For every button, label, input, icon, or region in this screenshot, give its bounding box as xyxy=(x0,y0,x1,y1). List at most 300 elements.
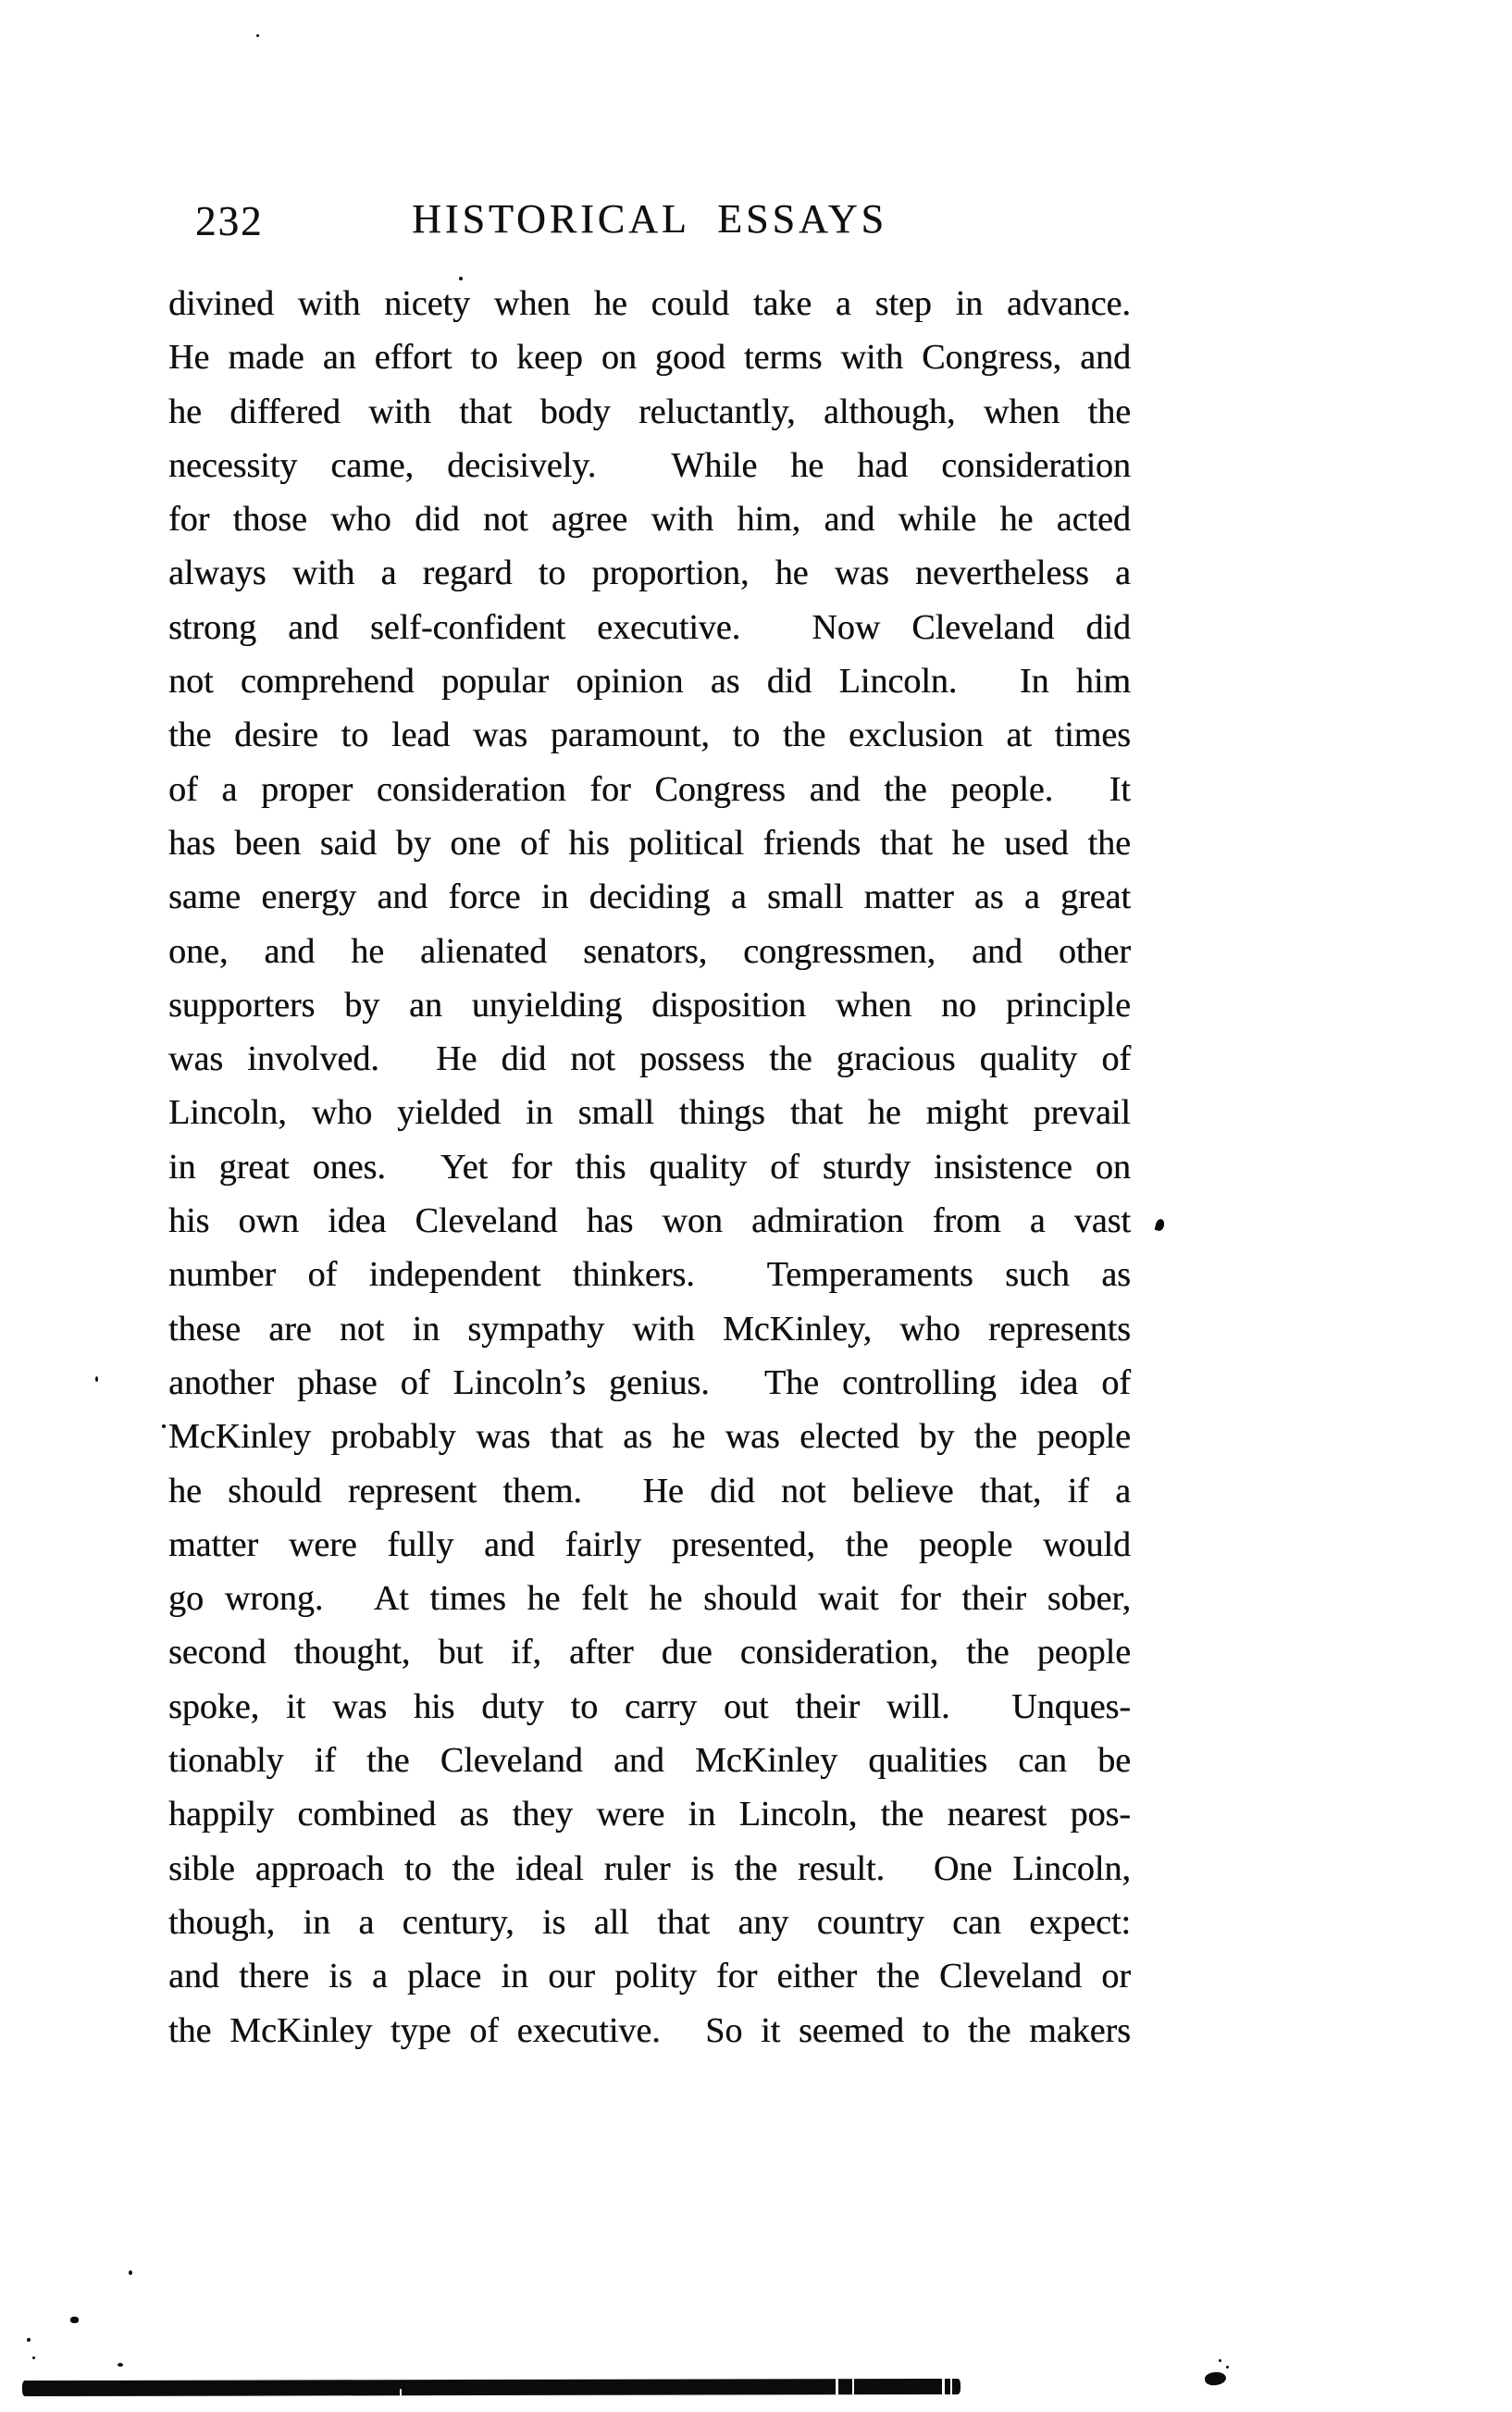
word: were xyxy=(288,1524,357,1564)
word: McKinley xyxy=(168,1417,312,1457)
word: deciding xyxy=(589,877,711,917)
word: the xyxy=(734,1848,778,1888)
word: can xyxy=(1018,1741,1067,1781)
word: small xyxy=(766,877,844,917)
word: nicety xyxy=(384,284,470,323)
text-line xyxy=(168,1416,1131,1470)
word: consideration xyxy=(941,445,1131,485)
word: Lincoln’s xyxy=(452,1362,586,1402)
word: wrong. xyxy=(224,1579,324,1619)
word: in xyxy=(168,1147,196,1187)
word: but xyxy=(438,1633,483,1672)
scan-bar-gap xyxy=(852,2379,854,2394)
word: and xyxy=(824,500,875,540)
word: did xyxy=(710,1471,755,1511)
word: step xyxy=(874,284,932,323)
word: yielded xyxy=(397,1093,502,1133)
word: ruler xyxy=(603,1848,671,1888)
text-line xyxy=(168,1794,1131,1847)
word: alienated xyxy=(420,931,548,971)
text-line xyxy=(168,715,1131,768)
word: was xyxy=(725,1417,780,1457)
word: energy xyxy=(261,877,357,917)
word: a xyxy=(221,769,238,809)
word: by xyxy=(344,985,380,1025)
text-line xyxy=(168,769,1131,823)
word: Now xyxy=(812,607,881,647)
word: go xyxy=(168,1579,204,1619)
word: him xyxy=(1075,662,1131,702)
word: though, xyxy=(168,1902,276,1942)
word: that xyxy=(879,823,933,863)
ink-speck xyxy=(459,277,463,280)
word: has xyxy=(586,1201,634,1241)
word: has xyxy=(168,823,216,863)
word: consideration xyxy=(376,769,566,809)
ink-speck xyxy=(1226,2366,1229,2368)
word: he xyxy=(527,1579,561,1619)
word: divined xyxy=(168,284,274,323)
ink-speck xyxy=(32,2356,35,2359)
word: agree xyxy=(551,500,628,540)
word: are xyxy=(268,1309,312,1349)
running-header-title: HISTORICAL ESSAYS xyxy=(412,196,887,242)
word: things xyxy=(678,1093,765,1133)
word: from xyxy=(932,1201,1001,1241)
word: He xyxy=(436,1039,477,1079)
word: of xyxy=(400,1362,430,1402)
word: force xyxy=(448,877,521,917)
word: in xyxy=(501,1957,528,1996)
word: one xyxy=(450,823,502,863)
ink-speck xyxy=(118,2363,123,2367)
word: of xyxy=(307,1255,338,1295)
word: with xyxy=(840,338,904,378)
word: or xyxy=(1101,1957,1131,1996)
word: own xyxy=(238,1201,299,1241)
word: Cleveland xyxy=(911,607,1055,647)
word: the xyxy=(452,1848,495,1888)
ink-speck xyxy=(129,2270,132,2275)
text-line xyxy=(168,1092,1131,1146)
word: him, xyxy=(737,500,801,540)
word: makers xyxy=(1029,2010,1131,2050)
word: body xyxy=(539,392,611,431)
word: country xyxy=(816,1902,924,1942)
word: on xyxy=(1095,1147,1131,1187)
word: keep xyxy=(516,338,583,378)
word: for xyxy=(168,500,210,540)
word: as xyxy=(1101,1255,1131,1295)
word: in xyxy=(526,1093,553,1133)
word: insistence xyxy=(933,1147,1072,1187)
word: So xyxy=(705,2010,743,2050)
word: political xyxy=(628,823,744,863)
word: advance. xyxy=(1006,284,1131,323)
word: fairly xyxy=(564,1524,641,1564)
text-line xyxy=(168,1362,1131,1416)
word: lead xyxy=(390,715,451,755)
text-line xyxy=(168,1200,1131,1254)
word: that xyxy=(789,1093,843,1133)
word: the xyxy=(845,1524,889,1564)
word: a xyxy=(371,1957,388,1996)
word: not xyxy=(339,1309,385,1349)
ink-speck xyxy=(162,1424,166,1428)
word: take xyxy=(752,284,812,323)
word: felt xyxy=(581,1579,628,1619)
word: any xyxy=(737,1902,789,1942)
word: that, xyxy=(979,1471,1042,1511)
word: if, xyxy=(511,1633,541,1672)
word: did xyxy=(501,1039,547,1079)
word: a xyxy=(835,284,851,323)
word: for xyxy=(589,769,631,809)
word: principle xyxy=(1005,985,1131,1025)
word: regard xyxy=(422,553,513,593)
scan-bottom-bar xyxy=(22,2379,960,2396)
word: made xyxy=(228,338,304,378)
word: to xyxy=(403,1848,432,1888)
word: he xyxy=(790,445,824,485)
text-line xyxy=(168,1848,1131,1902)
word: comprehend xyxy=(240,662,415,702)
word: is xyxy=(328,1957,353,1996)
word: he xyxy=(951,823,985,863)
word: to xyxy=(341,715,369,755)
word: strong xyxy=(168,607,256,647)
word: number xyxy=(168,1255,277,1295)
text-line xyxy=(168,1524,1131,1578)
word: be xyxy=(1097,1741,1131,1781)
word: could xyxy=(651,284,730,323)
word: times xyxy=(1054,715,1131,755)
word: idea xyxy=(1019,1362,1079,1402)
word: used xyxy=(1004,823,1069,863)
text-line xyxy=(168,1038,1131,1092)
word: Yet xyxy=(440,1147,489,1187)
ink-speck xyxy=(70,2317,79,2323)
word: for xyxy=(899,1579,941,1619)
word: times xyxy=(429,1579,506,1619)
word: with xyxy=(632,1309,695,1349)
word: to xyxy=(570,1686,599,1726)
word: spoke, xyxy=(168,1686,260,1726)
word: good xyxy=(654,338,725,378)
word: as xyxy=(710,662,740,702)
word: the xyxy=(966,1633,1010,1672)
word: reluctantly, xyxy=(638,392,796,431)
word: Cleveland xyxy=(415,1201,558,1241)
scan-bar-gap xyxy=(400,2389,402,2395)
word: great xyxy=(1060,877,1131,917)
word: of xyxy=(469,2010,499,2050)
word: and xyxy=(972,931,1022,971)
word: he xyxy=(168,392,202,431)
word: differed xyxy=(229,392,341,431)
text-line xyxy=(168,985,1131,1038)
word: second xyxy=(168,1633,266,1672)
word: by xyxy=(395,823,431,863)
text-line xyxy=(168,553,1131,606)
ink-speck xyxy=(256,34,259,37)
text-line xyxy=(168,337,1131,391)
word: by xyxy=(919,1417,955,1457)
word: was xyxy=(834,553,889,593)
word: after xyxy=(569,1633,634,1672)
word: sturdy xyxy=(822,1147,911,1187)
word: a xyxy=(1023,877,1040,917)
word: people xyxy=(918,1524,1013,1564)
text-line xyxy=(168,1578,1131,1632)
word: same xyxy=(168,877,242,917)
word: these xyxy=(168,1309,242,1349)
word: the xyxy=(880,1795,924,1834)
word: proportion, xyxy=(591,553,750,593)
word: The xyxy=(763,1362,819,1402)
text-line xyxy=(168,1686,1131,1740)
word: with xyxy=(297,284,361,323)
word: represents xyxy=(987,1309,1131,1349)
word: terms xyxy=(743,338,823,378)
word: genius. xyxy=(609,1362,710,1402)
word: century, xyxy=(402,1902,514,1942)
word: desire xyxy=(234,715,318,755)
word: Unques- xyxy=(1011,1686,1131,1726)
word: One xyxy=(933,1848,993,1888)
word: controlling xyxy=(842,1362,997,1402)
word: he xyxy=(351,931,385,971)
word: would xyxy=(1042,1524,1131,1564)
word: proper xyxy=(261,769,353,809)
word: one, xyxy=(168,931,229,971)
word: their xyxy=(961,1579,1026,1619)
word: expect: xyxy=(1029,1902,1131,1942)
word: did xyxy=(1085,607,1131,647)
word: this xyxy=(575,1147,626,1187)
word: result. xyxy=(798,1848,885,1888)
word: in xyxy=(955,284,984,323)
word: ones. xyxy=(312,1147,386,1187)
word: won xyxy=(662,1201,723,1241)
ink-speck xyxy=(27,2338,31,2342)
word: of xyxy=(770,1147,799,1187)
word: great xyxy=(218,1147,290,1187)
word: not xyxy=(482,500,528,540)
word: to xyxy=(922,2010,950,2050)
word: and xyxy=(264,931,316,971)
text-line xyxy=(168,2010,1131,2064)
word: when xyxy=(835,985,912,1025)
word: another xyxy=(168,1362,274,1402)
text-line xyxy=(168,1902,1131,1956)
word: Lincoln, xyxy=(168,1093,287,1133)
text-line xyxy=(168,1309,1131,1362)
word: said xyxy=(319,823,378,863)
word: been xyxy=(234,823,302,863)
word: In xyxy=(1019,662,1049,702)
word: for xyxy=(511,1147,552,1187)
word: he xyxy=(593,284,627,323)
word: he xyxy=(168,1471,202,1511)
word: presented, xyxy=(671,1524,815,1564)
text-line xyxy=(168,607,1131,661)
page-number: 232 xyxy=(195,198,264,244)
word: pos- xyxy=(1070,1795,1131,1834)
word: not xyxy=(780,1471,826,1511)
word: He xyxy=(642,1471,684,1511)
word: came, xyxy=(330,445,415,485)
word: the xyxy=(1087,823,1131,863)
word: popular xyxy=(440,662,550,702)
word: that xyxy=(550,1417,603,1457)
word: of xyxy=(168,769,198,809)
word: tionably xyxy=(168,1741,284,1781)
word: exclusion xyxy=(849,715,984,755)
word: matter xyxy=(168,1524,259,1564)
word: of xyxy=(520,823,550,863)
word: McKinley xyxy=(229,2010,373,2050)
text-block xyxy=(168,283,1131,2064)
word: in xyxy=(540,877,569,917)
word: duty xyxy=(481,1686,544,1726)
word: While xyxy=(671,445,758,485)
scan-bar-gap xyxy=(836,2379,838,2394)
word: matter xyxy=(863,877,954,917)
word: who xyxy=(899,1309,960,1349)
word: his xyxy=(568,823,610,863)
text-line xyxy=(168,931,1131,985)
word: approach xyxy=(254,1848,384,1888)
word: wait xyxy=(818,1579,879,1619)
word: and xyxy=(484,1524,535,1564)
word: paramount, xyxy=(550,715,710,755)
ink-speck xyxy=(95,1376,98,1382)
word: probably xyxy=(330,1417,456,1457)
word: Temperaments xyxy=(766,1255,973,1295)
word: he xyxy=(672,1417,706,1457)
word: He xyxy=(168,338,210,378)
word: either xyxy=(776,1957,858,1996)
word: on xyxy=(601,338,637,378)
word: them. xyxy=(502,1471,582,1511)
word: was xyxy=(332,1686,388,1726)
word: acted xyxy=(1056,500,1131,540)
word: all xyxy=(593,1902,629,1942)
word: people. xyxy=(950,769,1054,809)
word: he xyxy=(775,553,809,593)
word: should xyxy=(228,1471,322,1511)
word: and xyxy=(168,1957,219,1996)
word: their xyxy=(795,1686,860,1726)
word: nearest xyxy=(947,1795,1047,1834)
word: prevail xyxy=(1033,1093,1131,1133)
text-line xyxy=(168,823,1131,877)
word: if xyxy=(314,1741,336,1781)
word: nevertheless xyxy=(915,553,1089,593)
text-line xyxy=(168,1740,1131,1794)
word: and xyxy=(288,607,339,647)
word: sober, xyxy=(1047,1579,1131,1619)
word: Congress xyxy=(654,769,786,809)
text-line xyxy=(168,1956,1131,2009)
word: at xyxy=(1006,715,1032,755)
word: a xyxy=(730,877,747,917)
word: executive. xyxy=(597,607,741,647)
word: to xyxy=(732,715,761,755)
word: the xyxy=(973,1417,1018,1457)
word: decisively. xyxy=(447,445,597,485)
word: when xyxy=(493,284,571,323)
word: while xyxy=(898,500,977,540)
word: his xyxy=(168,1201,210,1241)
word: not xyxy=(168,662,214,702)
word: he xyxy=(867,1093,901,1133)
word: Congress, xyxy=(922,338,1062,378)
word: is xyxy=(690,1848,714,1888)
word: congressmen, xyxy=(743,931,936,971)
word: people xyxy=(1036,1417,1131,1457)
word: Cleveland xyxy=(938,1957,1083,1996)
word: in xyxy=(412,1309,440,1349)
word: McKinley xyxy=(695,1741,838,1781)
word: our xyxy=(548,1957,595,1996)
word: vast xyxy=(1073,1201,1131,1241)
word: out xyxy=(723,1686,769,1726)
word: carry xyxy=(625,1686,698,1726)
word: if xyxy=(1067,1471,1089,1511)
word: always xyxy=(168,553,266,593)
word: thought, xyxy=(293,1633,411,1672)
word: of xyxy=(1101,1039,1131,1079)
word: an xyxy=(409,985,442,1025)
word: fully xyxy=(387,1524,454,1564)
word: and xyxy=(613,1741,664,1781)
word: elected xyxy=(799,1417,899,1457)
word: the xyxy=(769,1039,812,1079)
word: of xyxy=(1101,1362,1131,1402)
word: At xyxy=(373,1579,409,1619)
word: who xyxy=(311,1093,373,1133)
word: due xyxy=(661,1633,713,1672)
scan-bar-gap xyxy=(950,2379,952,2394)
text-line xyxy=(168,1632,1131,1685)
word: type xyxy=(390,2010,452,2050)
word: possess xyxy=(638,1039,745,1079)
word: and xyxy=(809,769,861,809)
word: happily xyxy=(168,1795,274,1834)
word: sible xyxy=(168,1848,235,1888)
word: ideal xyxy=(514,1848,584,1888)
word: was xyxy=(168,1039,224,1079)
word: other xyxy=(1058,931,1131,971)
word: he xyxy=(999,500,1034,540)
text-line xyxy=(168,661,1131,715)
word: believe xyxy=(851,1471,954,1511)
word: a xyxy=(1115,1471,1131,1511)
word: thinkers. xyxy=(572,1255,695,1295)
word: when xyxy=(983,392,1060,431)
word: such xyxy=(1005,1255,1070,1295)
word: represent xyxy=(347,1471,477,1511)
word: can xyxy=(952,1902,1001,1942)
word: with xyxy=(291,553,355,593)
word: gracious xyxy=(836,1039,956,1079)
word: Cleveland xyxy=(440,1741,583,1781)
word: it xyxy=(761,2010,781,2050)
text-line xyxy=(168,1254,1131,1308)
word: supporters xyxy=(168,985,316,1025)
